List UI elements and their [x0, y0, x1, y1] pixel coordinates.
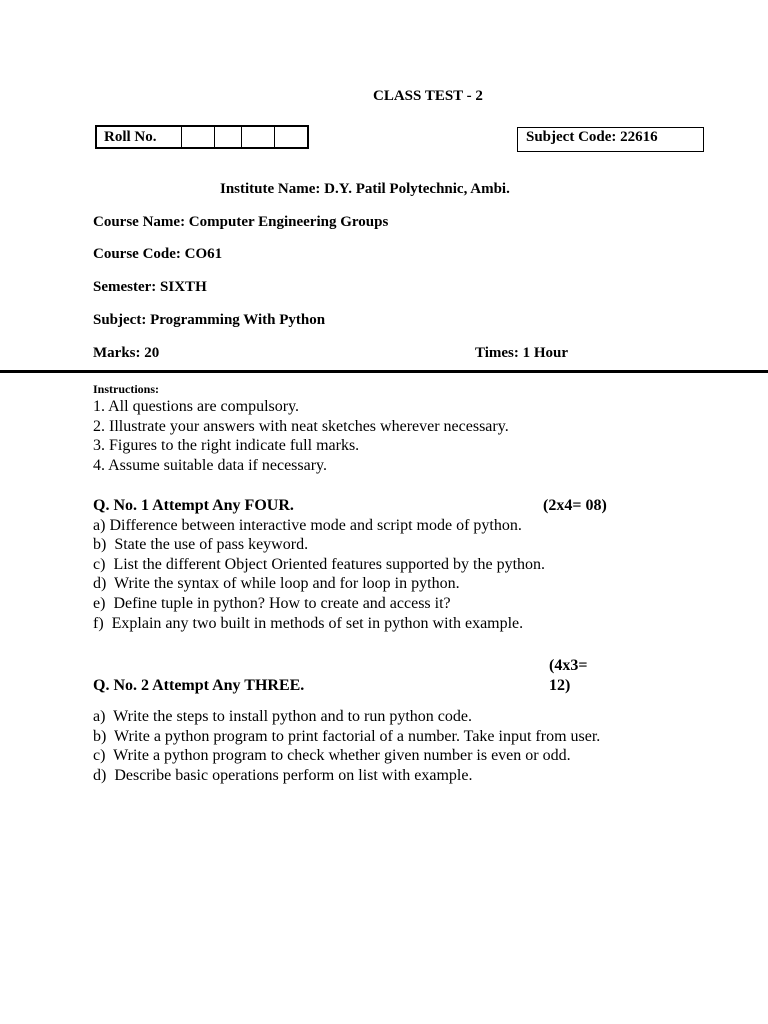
- item-text: Write a python program to check whether given number is even or odd.: [113, 747, 571, 764]
- question-1-item: [93, 556, 545, 574]
- semester: Semester: SIXTH: [93, 279, 207, 295]
- course-code: Course Code: CO61: [93, 246, 223, 262]
- question-1-item: [93, 595, 451, 613]
- roll-number-cell: [182, 126, 215, 148]
- item-label: c): [93, 556, 106, 573]
- instructions-heading: Instructions:: [93, 382, 160, 396]
- question-2-marks-line2: 12): [549, 677, 571, 694]
- item-text: Explain any two built in methods of set in python with example.: [111, 615, 524, 632]
- item-label: e): [93, 595, 106, 612]
- question-1-heading: Q. No. 1 Attempt Any FOUR.: [93, 497, 294, 514]
- course-name: Course Name: Computer Engineering Groups: [93, 214, 389, 230]
- question-1-item: [93, 517, 522, 535]
- item-label: b): [93, 536, 107, 553]
- question-2-item: [93, 728, 600, 746]
- roll-number-label: Roll No.: [96, 126, 182, 148]
- question-2-item: [93, 747, 571, 765]
- item-text: Write the steps to install python and to run python code.: [113, 708, 473, 725]
- question-1-item: [93, 536, 308, 554]
- instruction-item: 3. Figures to the right indicate full marks.: [93, 437, 360, 454]
- question-1-marks: (2x4= 08): [543, 497, 607, 514]
- total-marks: Marks: 20: [93, 345, 160, 361]
- item-text: List the different Object Oriented features supported by the python.: [113, 556, 546, 573]
- item-text: State the use of pass keyword.: [114, 536, 309, 553]
- instruction-item: 2. Illustrate your answers with neat sketches wherever necessary.: [93, 418, 509, 435]
- time-duration: Times: 1 Hour: [475, 345, 569, 361]
- item-label: d): [93, 767, 107, 784]
- item-text: Describe basic operations perform on list with example.: [114, 767, 473, 784]
- page-title: CLASS TEST - 2: [373, 88, 483, 104]
- question-1-item: [93, 615, 523, 633]
- institute-name: Institute Name: D.Y. Patil Polytechnic, Ambi.: [220, 181, 510, 197]
- item-text: Write a python program to print factorial of a number. Take input from user.: [114, 728, 601, 745]
- question-1-item: [93, 575, 460, 593]
- item-label: b): [93, 728, 107, 745]
- item-label: d): [93, 575, 107, 592]
- item-text: Write the syntax of while loop and for loop in python.: [114, 575, 460, 592]
- subject-code-box: Subject Code: 22616: [517, 127, 704, 152]
- instruction-item: 4. Assume suitable data if necessary.: [93, 457, 328, 474]
- question-2-marks-line1: (4x3=: [549, 657, 588, 674]
- item-text: Define tuple in python? How to create and access it?: [113, 595, 451, 612]
- header-divider: [0, 370, 768, 373]
- item-label: a): [93, 708, 106, 725]
- question-2-item: [93, 767, 472, 785]
- roll-number-cell: [242, 126, 275, 148]
- instruction-item: 1. All questions are compulsory.: [93, 398, 300, 415]
- question-2-heading: Q. No. 2 Attempt Any THREE.: [93, 677, 305, 694]
- item-label: c): [93, 747, 106, 764]
- roll-number-table: [95, 125, 309, 149]
- item-label: f): [93, 615, 104, 632]
- roll-number-cell: [215, 126, 242, 148]
- roll-number-cell: [275, 126, 309, 148]
- item-label: a): [93, 517, 106, 534]
- subject-name: Subject: Programming With Python: [93, 312, 326, 328]
- item-text: Difference between interactive mode and script mode of python.: [109, 517, 522, 534]
- question-2-item: [93, 708, 472, 726]
